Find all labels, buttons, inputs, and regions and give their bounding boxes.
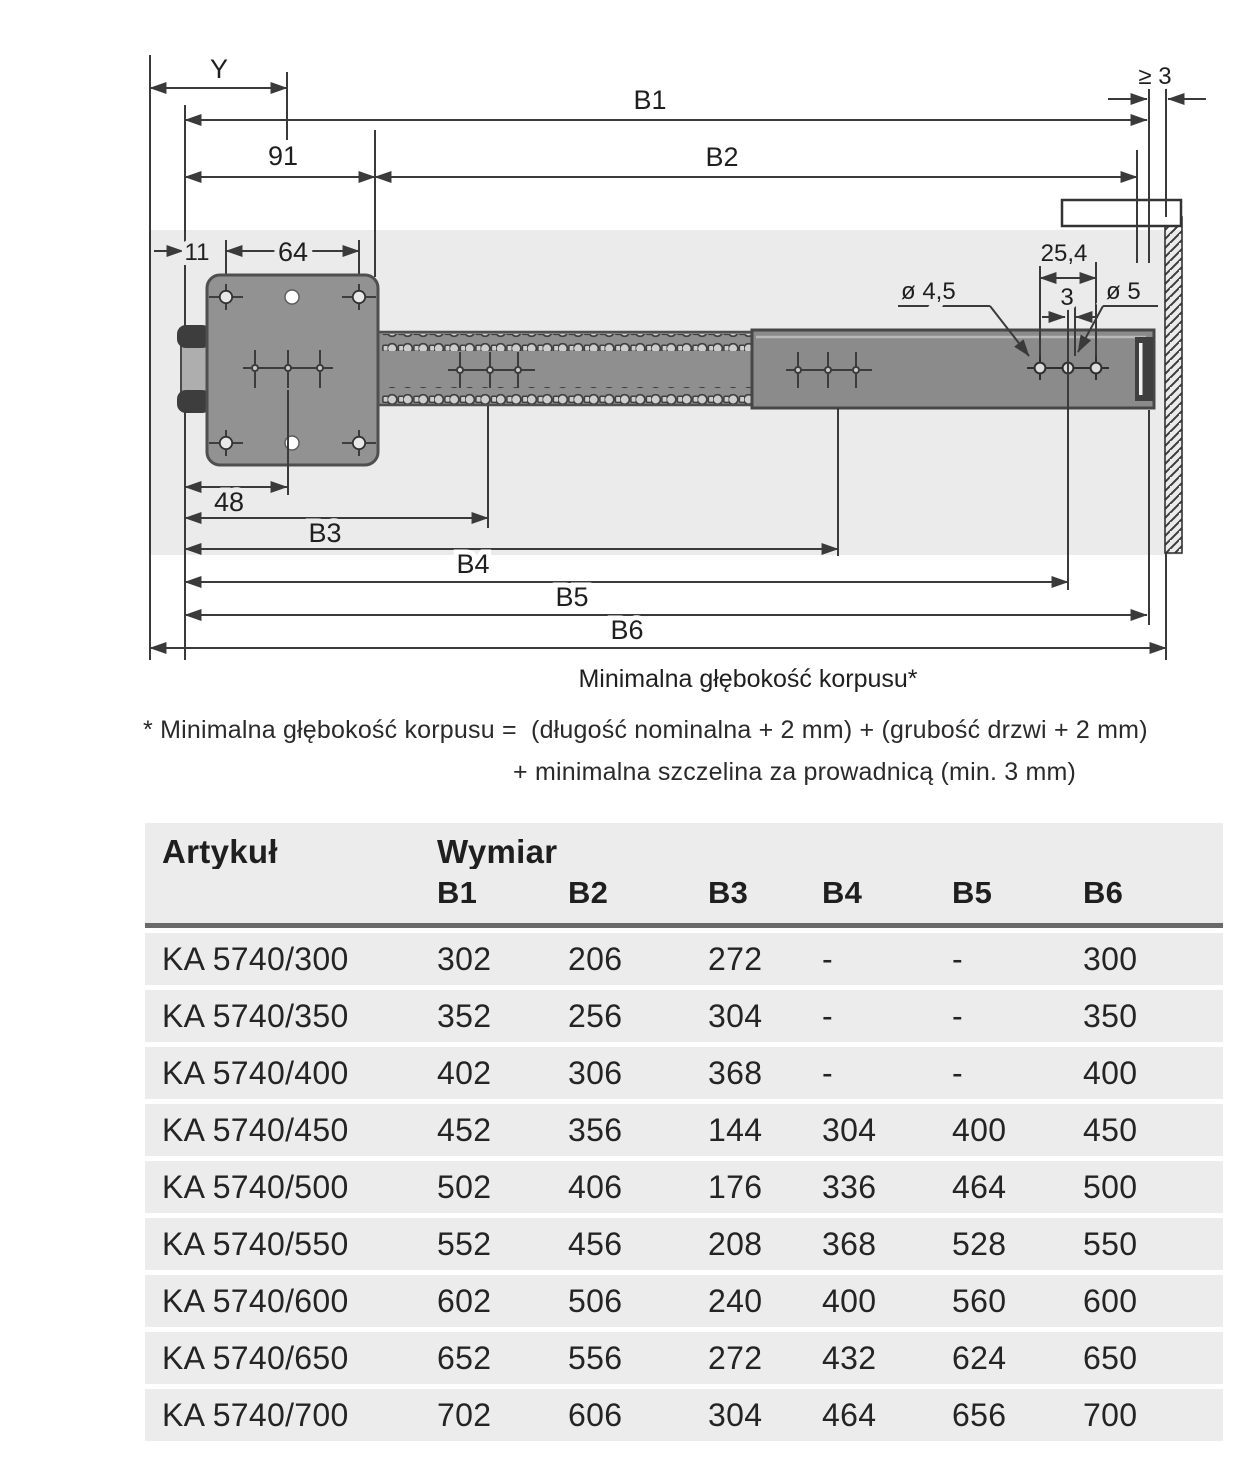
cell-article: KA 5740/500: [162, 1169, 349, 1205]
table-header: [145, 823, 1223, 923]
cell-b5: 464: [952, 1169, 1007, 1205]
cell-b1: 702: [437, 1397, 492, 1433]
cell-b3: 176: [708, 1169, 763, 1205]
cell-article: KA 5740/300: [162, 941, 349, 977]
cell-b1: 652: [437, 1340, 492, 1376]
cell-b3: 272: [708, 1340, 763, 1376]
table-body: [145, 933, 1223, 1441]
header-rule: [145, 923, 1223, 928]
cell-b6: 350: [1083, 998, 1138, 1034]
cell-b2: 606: [568, 1397, 623, 1433]
table-row: [145, 1389, 1223, 1441]
rail-end-cap: [1135, 337, 1153, 401]
column-header-b6: B6: [1083, 877, 1124, 909]
door-panel-hatched: [1165, 217, 1182, 553]
cell-b3: 304: [708, 1397, 763, 1433]
cell-article: KA 5740/650: [162, 1340, 349, 1376]
cell-b6: 500: [1083, 1169, 1138, 1205]
column-header-b4: B4: [822, 877, 863, 909]
cell-b6: 450: [1083, 1112, 1138, 1148]
label-b4: B4: [456, 549, 490, 579]
cell-b2: 456: [568, 1226, 623, 1262]
cell-b6: 700: [1083, 1397, 1138, 1433]
label-3: 3: [1060, 284, 1074, 311]
cell-b1: 552: [437, 1226, 492, 1262]
table-row: [145, 990, 1223, 1042]
cell-b6: 650: [1083, 1340, 1138, 1376]
cell-b1: 502: [437, 1169, 492, 1205]
cell-article: KA 5740/600: [162, 1283, 349, 1319]
dimensions-table: [145, 823, 1223, 1441]
cell-b2: 406: [568, 1169, 623, 1205]
label-91: 91: [267, 141, 299, 171]
label-b5: B5: [555, 582, 589, 612]
table-row: [145, 1104, 1223, 1156]
cell-b3: 144: [708, 1112, 763, 1148]
plain-hole-top: [285, 290, 299, 304]
cell-b6: 300: [1083, 941, 1138, 977]
cell-b6: 600: [1083, 1283, 1138, 1319]
table-row: [145, 1218, 1223, 1270]
footnote-line1: * Minimalna głębokość korpusu = (długość nominalna + 2 mm) + (grubość drzwi + 2 mm): [143, 716, 1148, 744]
label-64: 64: [277, 237, 309, 267]
cell-article: KA 5740/450: [162, 1112, 349, 1148]
cell-b4: -: [822, 998, 833, 1034]
label-dia45: ø 4,5: [901, 278, 956, 305]
cell-b4: 368: [822, 1226, 877, 1262]
table-row: [145, 1275, 1223, 1327]
cell-b3: 368: [708, 1055, 763, 1091]
label-11: 11: [184, 239, 210, 266]
cell-b2: 256: [568, 998, 623, 1034]
cell-article: KA 5740/350: [162, 998, 349, 1034]
cell-b1: 452: [437, 1112, 492, 1148]
table-row: [145, 933, 1223, 985]
inner-rail: [378, 332, 756, 405]
cabinet-top-panel: [1062, 200, 1181, 226]
cell-b6: 550: [1083, 1226, 1138, 1262]
cell-b1: 302: [437, 941, 492, 977]
cell-b3: 240: [708, 1283, 763, 1319]
column-header-b5: B5: [952, 877, 993, 909]
table-row: [145, 1047, 1223, 1099]
ball-bearings-top: [382, 334, 752, 351]
column-header-b3: B3: [708, 877, 749, 909]
footnote-line2: + minimalna szczelina za prowadnicą (min. 3 mm): [513, 758, 1077, 786]
cell-b4: 400: [822, 1283, 877, 1319]
label-b6: B6: [610, 615, 644, 645]
cell-article: KA 5740/400: [162, 1055, 349, 1091]
mounting-plate: [207, 275, 378, 465]
cell-b5: 560: [952, 1283, 1007, 1319]
cell-b2: 306: [568, 1055, 623, 1091]
cell-b1: 352: [437, 998, 492, 1034]
cell-b4: -: [822, 1055, 833, 1091]
technical-drawing: [0, 0, 1242, 710]
cell-b6: 400: [1083, 1055, 1138, 1091]
cell-b1: 402: [437, 1055, 492, 1091]
column-header-spacer: [162, 877, 437, 909]
cell-b3: 272: [708, 941, 763, 977]
ball-bearings-bottom: [382, 387, 752, 404]
label-b3: B3: [308, 518, 342, 548]
cell-b4: 336: [822, 1169, 877, 1205]
label-caption: Minimalna głębokość korpusu*: [578, 665, 918, 693]
label-b1: B1: [633, 85, 667, 115]
label-y: Y: [209, 54, 229, 84]
label-ge3: ≥ 3: [1138, 63, 1172, 90]
cell-b3: 208: [708, 1226, 763, 1262]
cell-b2: 206: [568, 941, 623, 977]
cell-article: KA 5740/550: [162, 1226, 349, 1262]
column-header-b2: B2: [568, 877, 609, 909]
label-dia5: ø 5: [1106, 278, 1141, 305]
cell-b3: 304: [708, 998, 763, 1034]
cell-article: KA 5740/700: [162, 1397, 349, 1433]
cell-b1: 602: [437, 1283, 492, 1319]
cell-b5: -: [952, 941, 963, 977]
cell-b4: 304: [822, 1112, 877, 1148]
cell-b2: 356: [568, 1112, 623, 1148]
cell-b5: -: [952, 998, 963, 1034]
cell-b5: 624: [952, 1340, 1007, 1376]
cell-b2: 556: [568, 1340, 623, 1376]
cell-b4: 432: [822, 1340, 877, 1376]
cell-b5: 528: [952, 1226, 1007, 1262]
label-48: 48: [213, 487, 245, 517]
column-header-b1: B1: [437, 877, 478, 909]
cell-b4: 464: [822, 1397, 877, 1433]
cell-b5: 400: [952, 1112, 1007, 1148]
column-header-artykul: Artykuł: [162, 835, 278, 869]
cell-b4: -: [822, 941, 833, 977]
label-b2: B2: [705, 142, 739, 172]
label-254: 25,4: [1040, 240, 1088, 267]
column-header-wymiar: Wymiar: [437, 835, 558, 869]
cell-b5: 656: [952, 1397, 1007, 1433]
table-row: [145, 1332, 1223, 1384]
table-row: [145, 1161, 1223, 1213]
cell-b2: 506: [568, 1283, 623, 1319]
cell-b5: -: [952, 1055, 963, 1091]
